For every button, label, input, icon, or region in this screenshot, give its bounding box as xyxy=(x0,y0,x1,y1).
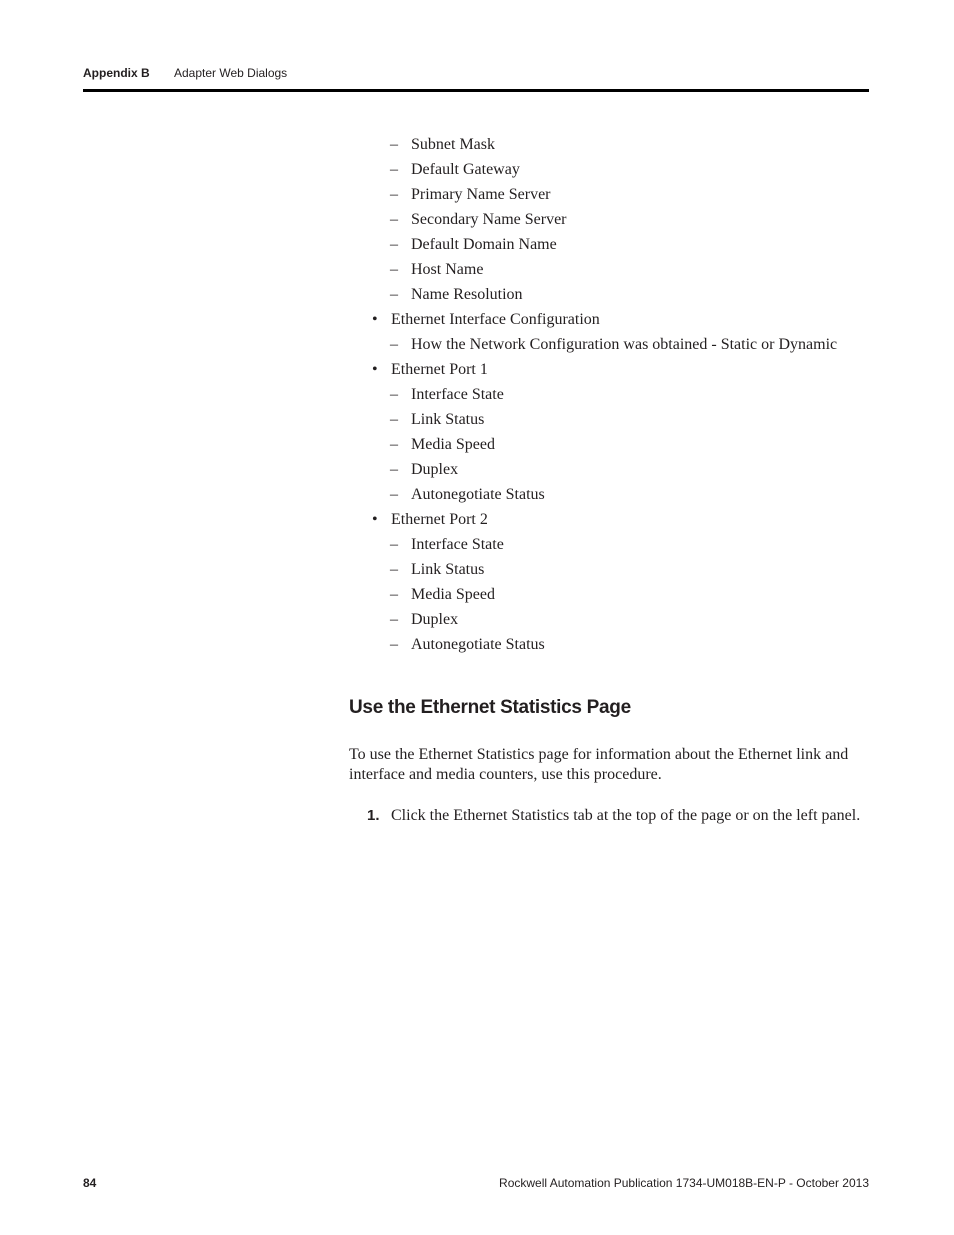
list-item-text: Link Status xyxy=(411,561,485,578)
list-item-text: Default Gateway xyxy=(411,161,520,178)
step-text: Click the Ethernet Statistics tab at the top of the page or on the left panel. xyxy=(391,807,861,824)
page-number: 84 xyxy=(83,1176,97,1190)
list-item-text: Subnet Mask xyxy=(411,136,495,153)
list-item-text: Duplex xyxy=(411,461,459,478)
list-item-text: Ethernet Port 1 xyxy=(391,361,488,378)
dash-marker: – xyxy=(390,461,398,478)
dash-marker: – xyxy=(390,236,398,253)
section-heading: Use the Ethernet Statistics Page xyxy=(349,697,631,718)
dash-marker: – xyxy=(390,161,398,178)
dash-marker: – xyxy=(390,436,398,453)
dash-marker: – xyxy=(390,411,398,428)
list-item-text: How the Network Configuration was obtained - Static or Dynamic xyxy=(411,336,838,353)
running-header xyxy=(83,66,288,80)
list-item-text: Media Speed xyxy=(411,586,495,603)
dash-marker: – xyxy=(390,261,398,278)
list-item-text: Interface State xyxy=(411,386,504,403)
dash-marker: – xyxy=(390,636,398,653)
dash-marker: – xyxy=(390,536,398,553)
list-item-text: Host Name xyxy=(411,261,484,278)
dash-marker: – xyxy=(390,561,398,578)
bullet-marker: • xyxy=(372,361,378,378)
bullet-marker: • xyxy=(372,311,378,328)
list-item-text: Duplex xyxy=(411,611,459,628)
list-item-text: Primary Name Server xyxy=(411,186,551,203)
step-number: 1. xyxy=(367,807,380,824)
dash-marker: – xyxy=(390,386,398,403)
dash-marker: – xyxy=(390,586,398,603)
list-item-text: Ethernet Port 2 xyxy=(391,511,488,528)
dash-marker: – xyxy=(390,211,398,228)
header-title: Adapter Web Dialogs xyxy=(174,66,288,80)
list-item-text: Default Domain Name xyxy=(411,236,557,253)
bullet-marker: • xyxy=(372,511,378,528)
dash-marker: – xyxy=(390,186,398,203)
list-item-text: Interface State xyxy=(411,536,504,553)
list-item-text: Autonegotiate Status xyxy=(411,486,545,503)
list-item-text: Autonegotiate Status xyxy=(411,636,545,653)
dash-marker: – xyxy=(390,486,398,503)
list-item-text: Media Speed xyxy=(411,436,495,453)
list-item-text: Ethernet Interface Configuration xyxy=(391,311,600,328)
header-section: Appendix B xyxy=(83,66,150,80)
list-item-text: Link Status xyxy=(411,411,485,428)
publication-info: Rockwell Automation Publication 1734-UM018B-EN-P - October 2013 xyxy=(499,1176,869,1190)
dash-marker: – xyxy=(390,286,398,303)
dash-marker: – xyxy=(390,611,398,628)
list-item-text: Name Resolution xyxy=(411,286,523,303)
header-rule xyxy=(83,89,869,92)
list-item-text: Secondary Name Server xyxy=(411,211,567,228)
intro-paragraph: To use the Ethernet Statistics page for information about the Ethernet link and interface and media counters, use this procedure. xyxy=(349,746,849,783)
dash-marker: – xyxy=(390,336,398,353)
dash-marker: – xyxy=(390,136,398,153)
